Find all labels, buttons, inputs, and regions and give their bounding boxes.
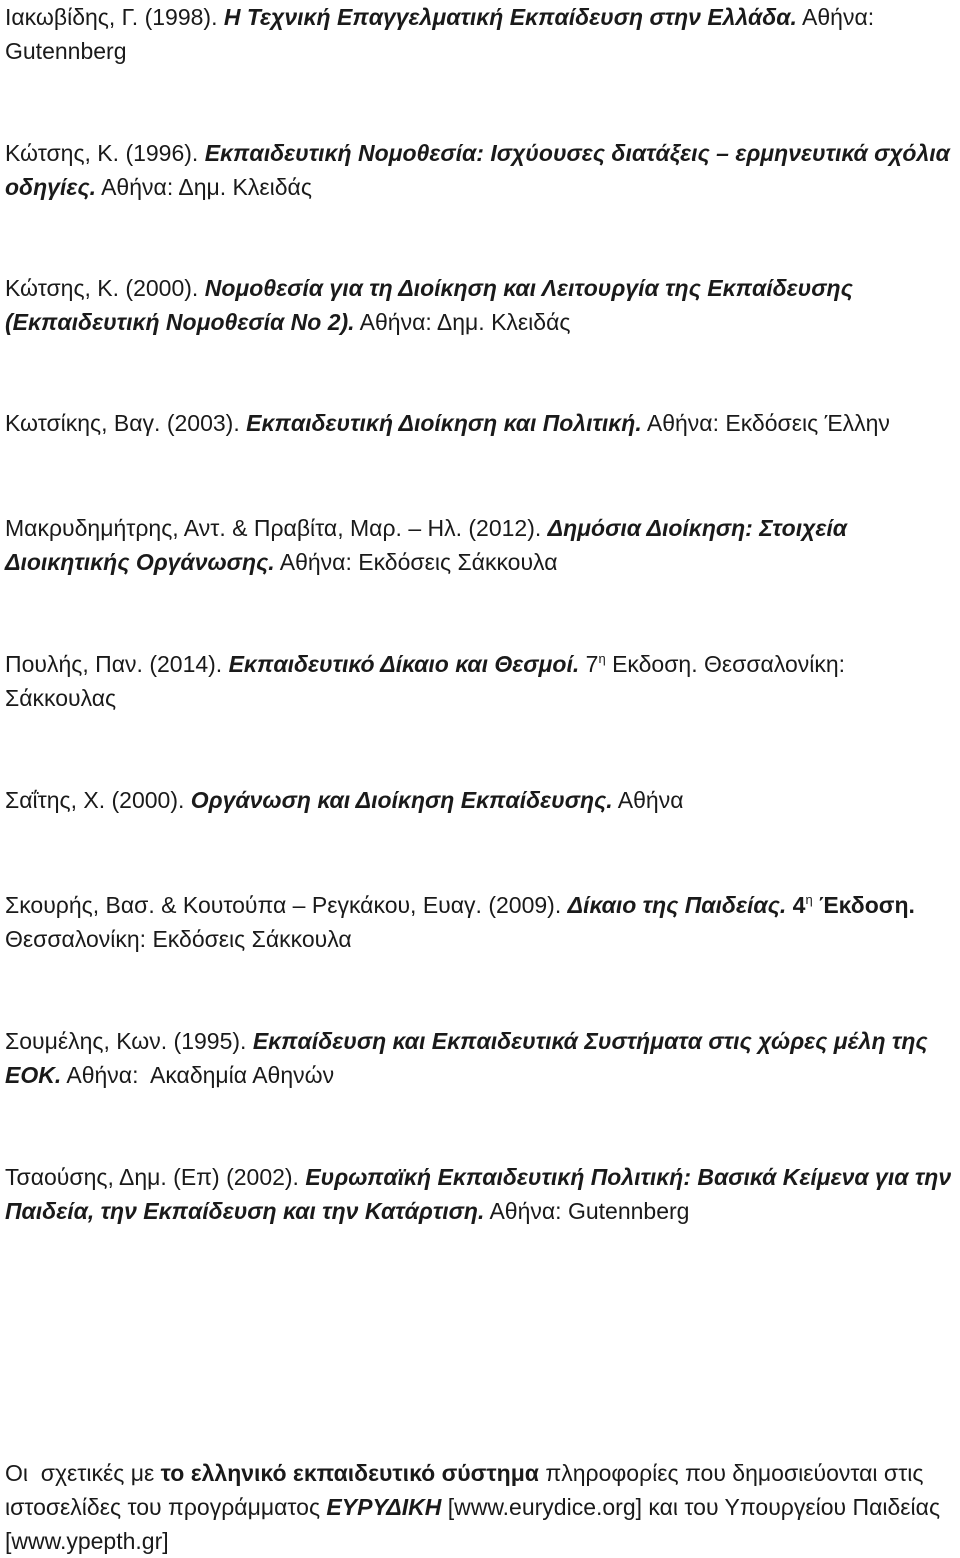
- note-text-end: [www.eurydice.org] και του Υπουργείου Παιδείας [www.ypepth.gr]: [5, 1494, 941, 1554]
- reference-edition-word: Έκδοση.: [819, 892, 915, 918]
- reference-edition-superscript: η: [598, 651, 606, 666]
- reference-edition-number: 4: [792, 892, 806, 918]
- reference-publisher: Αθήνα: Ακαδημία Αθηνών: [66, 1062, 335, 1088]
- reference-author: Σαΐτης, Χ. (2000).: [5, 787, 185, 813]
- reference-title: Δίκαιο της Παιδείας.: [567, 892, 787, 918]
- reference-publisher: Αθήνα: Δημ. Κλειδάς: [101, 174, 312, 200]
- reference-author: Κώτσης, Κ.: [5, 140, 120, 166]
- note-text-middle: πληροφορίες που δημοσιεύονται στις ιστοσελίδες του προγράμματος: [5, 1460, 924, 1520]
- reference-author: Ιακωβίδης, Γ. (1998).: [5, 4, 218, 30]
- reference-entry: [5, 406, 955, 440]
- reference-year: (1996).: [125, 140, 199, 166]
- reference-title: Νομοθεσία για τη Διοίκηση και Λειτουργία της Εκπαίδευσης (Εκπαιδευτική Νομοθεσία Νο 2).: [5, 275, 853, 335]
- reference-entry: [5, 1024, 955, 1092]
- note-text-start: Οι σχετικές με: [5, 1460, 155, 1486]
- reference-publisher: Αθήνα: Εκδόσεις Έλλην: [646, 410, 890, 436]
- reference-entry: [5, 888, 955, 956]
- reference-publisher: Αθήνα: Gutennberg: [489, 1198, 690, 1224]
- sources-note: [5, 1456, 955, 1558]
- reference-author: Κωτσίκης, Βαγ. (2003).: [5, 410, 240, 436]
- reference-edition-superscript: η: [805, 892, 813, 907]
- reference-publisher: Θεσσαλονίκη: Σάκκουλας: [5, 651, 846, 711]
- reference-author: Σκουρής, Βασ. & Κουτούπα – Ρεγκάκου, Ευαγ. (2009).: [5, 892, 562, 918]
- reference-author: Σουμέλης, Κων. (1995).: [5, 1028, 247, 1054]
- reference-title: Εκπαιδευτική Διοίκηση και Πολιτική.: [246, 410, 642, 436]
- reference-title: Δημόσια Διοίκηση: Στοιχεία Διοικητικής Οργάνωσης.: [5, 515, 848, 575]
- reference-title: Εκπαιδευτική Νομοθεσία: Ισχύουσες διατάξεις – ερμηνευτικά σχόλια οδηγίες.: [5, 140, 950, 200]
- reference-entry: [5, 783, 955, 817]
- reference-author: Μακρυδημήτρης, Αντ. & Πραβίτα, Μαρ. – Ηλ. (2012).: [5, 515, 542, 541]
- reference-publisher: Θεσσαλονίκη: Εκδόσεις Σάκκουλα: [5, 926, 352, 952]
- reference-author: Τσαούσης, Δημ. (Επ) (2002).: [5, 1164, 299, 1190]
- reference-entry: [5, 0, 955, 68]
- reference-publisher: Αθήνα: Εκδόσεις Σάκκουλα: [279, 549, 558, 575]
- reference-entry: [5, 136, 955, 204]
- note-program-name: ΕΥΡΥΔΙΚΗ: [326, 1494, 442, 1520]
- reference-entry: [5, 647, 955, 715]
- reference-author: Κώτσης, Κ. (2000).: [5, 275, 199, 301]
- reference-entry: [5, 1160, 955, 1228]
- reference-publisher: Αθήνα: Δημ. Κλειδάς: [359, 309, 571, 335]
- reference-title: Εκπαιδευτικό Δίκαιο και Θεσμοί.: [228, 651, 580, 677]
- reference-publisher: Αθήνα: Gutennberg: [5, 4, 875, 64]
- reference-title: Ευρωπαϊκή Εκπαιδευτική Πολιτική: Βασικά Κείμενα για την Παιδεία, την Εκπαίδευση και την Κατάρτιση.: [5, 1164, 952, 1224]
- reference-author: Πουλής, Παν. (2014).: [5, 651, 223, 677]
- reference-title: Εκπαίδευση και Εκπαιδευτικά Συστήματα στις χώρες μέλη της ΕΟΚ.: [5, 1028, 928, 1088]
- reference-title: Οργάνωση και Διοίκηση Εκπαίδευσης.: [190, 787, 613, 813]
- reference-edition-word: Εκδοση.: [612, 651, 698, 677]
- reference-edition-number: 7: [585, 651, 599, 677]
- reference-publisher: Αθήνα: [617, 787, 684, 813]
- reference-entry: [5, 271, 955, 339]
- note-bold-phrase: το ελληνικό εκπαιδευτικό σύστημα: [160, 1460, 539, 1486]
- reference-entry: [5, 511, 955, 579]
- reference-title: Η Τεχνική Επαγγελματική Εκπαίδευση στην Ελλάδα.: [223, 4, 797, 30]
